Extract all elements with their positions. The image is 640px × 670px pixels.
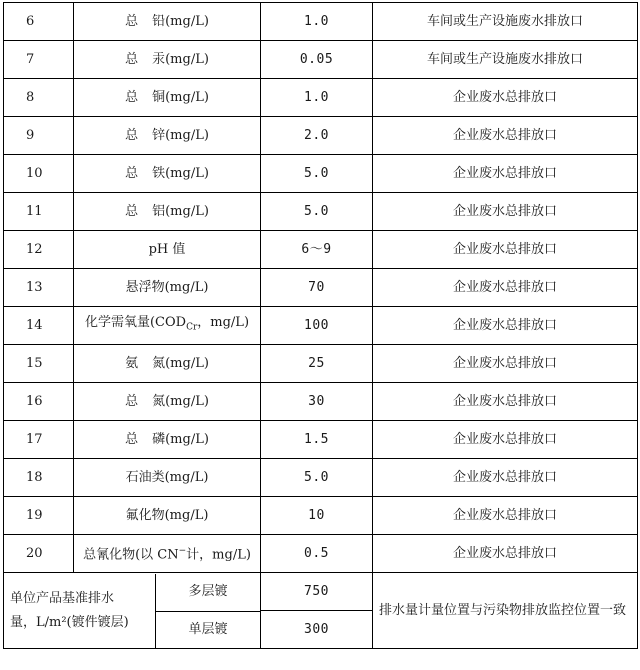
limit-value: 1.0 <box>261 79 373 117</box>
pollutant-prefix: 总 <box>125 165 139 181</box>
standards-table-sheet <box>3 2 637 649</box>
monitoring-position: 企业废水总排放口 <box>373 535 638 573</box>
pollutant-suffix: 铁(mg/L) <box>152 165 209 181</box>
monitoring-position: 企业废水总排放口 <box>373 345 638 383</box>
pollutant-suffix: 铝(mg/L) <box>152 203 209 219</box>
plating-type-column <box>156 574 261 648</box>
cyanide-label-end: 计，mg/L) <box>186 547 251 563</box>
limit-value: 5.0 <box>261 459 373 497</box>
limit-value: 5.0 <box>261 155 373 193</box>
base-drainage-row-multi <box>4 573 638 611</box>
monitoring-position: 车间或生产设施废水排放口 <box>373 3 638 41</box>
pollutant-name <box>74 383 261 421</box>
cyanide-superscript: − <box>178 546 187 557</box>
table-row <box>4 459 638 497</box>
pollutant-suffix: 铅(mg/L) <box>152 13 209 29</box>
table-row <box>4 497 638 535</box>
base-drainage-note: 排水量计量位置与污染物排放监控位置一致 <box>373 573 638 649</box>
table-row <box>4 155 638 193</box>
pollutant-suffix: 汞(mg/L) <box>152 51 209 67</box>
monitoring-position: 企业废水总排放口 <box>373 155 638 193</box>
discharge-limits-table <box>3 2 638 649</box>
multi-layer-value: 750 <box>261 573 373 611</box>
monitoring-position: 企业废水总排放口 <box>373 307 638 345</box>
row-number: 18 <box>4 459 74 497</box>
cod-label-end: ，mg/L) <box>197 315 250 331</box>
pollutant-name <box>74 421 261 459</box>
table-row <box>4 345 638 383</box>
cod-label-start: 化学需氧量(COD <box>84 315 187 331</box>
pollutant-name <box>74 535 261 573</box>
table-row <box>4 79 638 117</box>
limit-value: 1.0 <box>261 3 373 41</box>
table-row <box>4 41 638 79</box>
pollutant-prefix: 总 <box>125 127 139 143</box>
table-row <box>4 307 638 345</box>
cyanide-label-start: 总氰化物(以 CN <box>83 547 179 563</box>
cod-subscript: Cr <box>186 322 198 333</box>
pollutant-name <box>74 155 261 193</box>
pollutant-suffix: 铜(mg/L) <box>152 89 209 105</box>
pollutant-prefix: 总 <box>125 393 139 409</box>
monitoring-position: 企业废水总排放口 <box>373 497 638 535</box>
limit-value: 2.0 <box>261 117 373 155</box>
row-number: 9 <box>4 117 74 155</box>
limit-value: 100 <box>261 307 373 345</box>
pollutant-suffix: 锌(mg/L) <box>152 127 209 143</box>
monitoring-position: 企业废水总排放口 <box>373 231 638 269</box>
base-label-line2: 量，L/m²(镀件镀层) <box>10 614 129 630</box>
monitoring-position: 企业废水总排放口 <box>373 459 638 497</box>
row-number: 20 <box>4 535 74 573</box>
monitoring-position: 企业废水总排放口 <box>373 269 638 307</box>
pollutant-prefix: 总 <box>125 203 139 219</box>
pollutant-name <box>74 345 261 383</box>
monitoring-position: 企业废水总排放口 <box>373 117 638 155</box>
monitoring-position: 企业废水总排放口 <box>373 79 638 117</box>
base-drainage-label <box>4 573 261 649</box>
limit-value: 6～9 <box>261 231 373 269</box>
base-drainage-inner <box>4 574 260 648</box>
pollutant-suffix: 磷(mg/L) <box>152 431 209 447</box>
table-row <box>4 193 638 231</box>
limit-value: 70 <box>261 269 373 307</box>
row-number: 10 <box>4 155 74 193</box>
pollutant-name <box>74 79 261 117</box>
row-number: 19 <box>4 497 74 535</box>
pollutant-name <box>74 117 261 155</box>
table-row <box>4 117 638 155</box>
pollutant-name <box>74 41 261 79</box>
table-row <box>4 231 638 269</box>
table-row <box>4 421 638 459</box>
row-number: 13 <box>4 269 74 307</box>
limit-value: 25 <box>261 345 373 383</box>
pollutant-suffix: 氮(mg/L) <box>152 393 209 409</box>
pollutant-prefix: 总 <box>125 431 139 447</box>
limit-value: 10 <box>261 497 373 535</box>
limit-value: 0.5 <box>261 535 373 573</box>
table-row <box>4 269 638 307</box>
pollutant-name: 悬浮物(mg/L) <box>74 269 261 307</box>
row-number: 14 <box>4 307 74 345</box>
pollutant-suffix: 氮(mg/L) <box>152 355 209 371</box>
pollutant-prefix: 总 <box>125 13 139 29</box>
limit-value: 30 <box>261 383 373 421</box>
pollutant-name <box>74 3 261 41</box>
base-drainage-caption <box>4 574 156 648</box>
pollutant-prefix: 总 <box>125 51 139 67</box>
row-number: 8 <box>4 79 74 117</box>
table-row <box>4 3 638 41</box>
table-row <box>4 535 638 573</box>
row-number: 16 <box>4 383 74 421</box>
row-number: 15 <box>4 345 74 383</box>
monitoring-position: 企业废水总排放口 <box>373 193 638 231</box>
pollutant-prefix: 氨 <box>125 355 139 371</box>
monitoring-position: 企业废水总排放口 <box>373 383 638 421</box>
row-number: 12 <box>4 231 74 269</box>
limit-value: 1.5 <box>261 421 373 459</box>
pollutant-name: 石油类(mg/L) <box>74 459 261 497</box>
pollutant-name <box>74 307 261 345</box>
pollutant-prefix: 总 <box>125 89 139 105</box>
row-number: 17 <box>4 421 74 459</box>
multi-layer-label: 多层镀 <box>156 574 260 612</box>
single-layer-value: 300 <box>261 611 373 649</box>
row-number: 6 <box>4 3 74 41</box>
monitoring-position: 车间或生产设施废水排放口 <box>373 41 638 79</box>
monitoring-position: 企业废水总排放口 <box>373 421 638 459</box>
row-number: 11 <box>4 193 74 231</box>
single-layer-label: 单层镀 <box>188 621 228 637</box>
pollutant-name <box>74 193 261 231</box>
pollutant-name: pH 值 <box>74 231 261 269</box>
row-number: 7 <box>4 41 74 79</box>
base-label-line1: 单位产品基准排水 <box>10 590 115 606</box>
limit-value: 0.05 <box>261 41 373 79</box>
table-body <box>4 3 638 649</box>
table-row <box>4 383 638 421</box>
limit-value: 5.0 <box>261 193 373 231</box>
pollutant-name: 氟化物(mg/L) <box>74 497 261 535</box>
